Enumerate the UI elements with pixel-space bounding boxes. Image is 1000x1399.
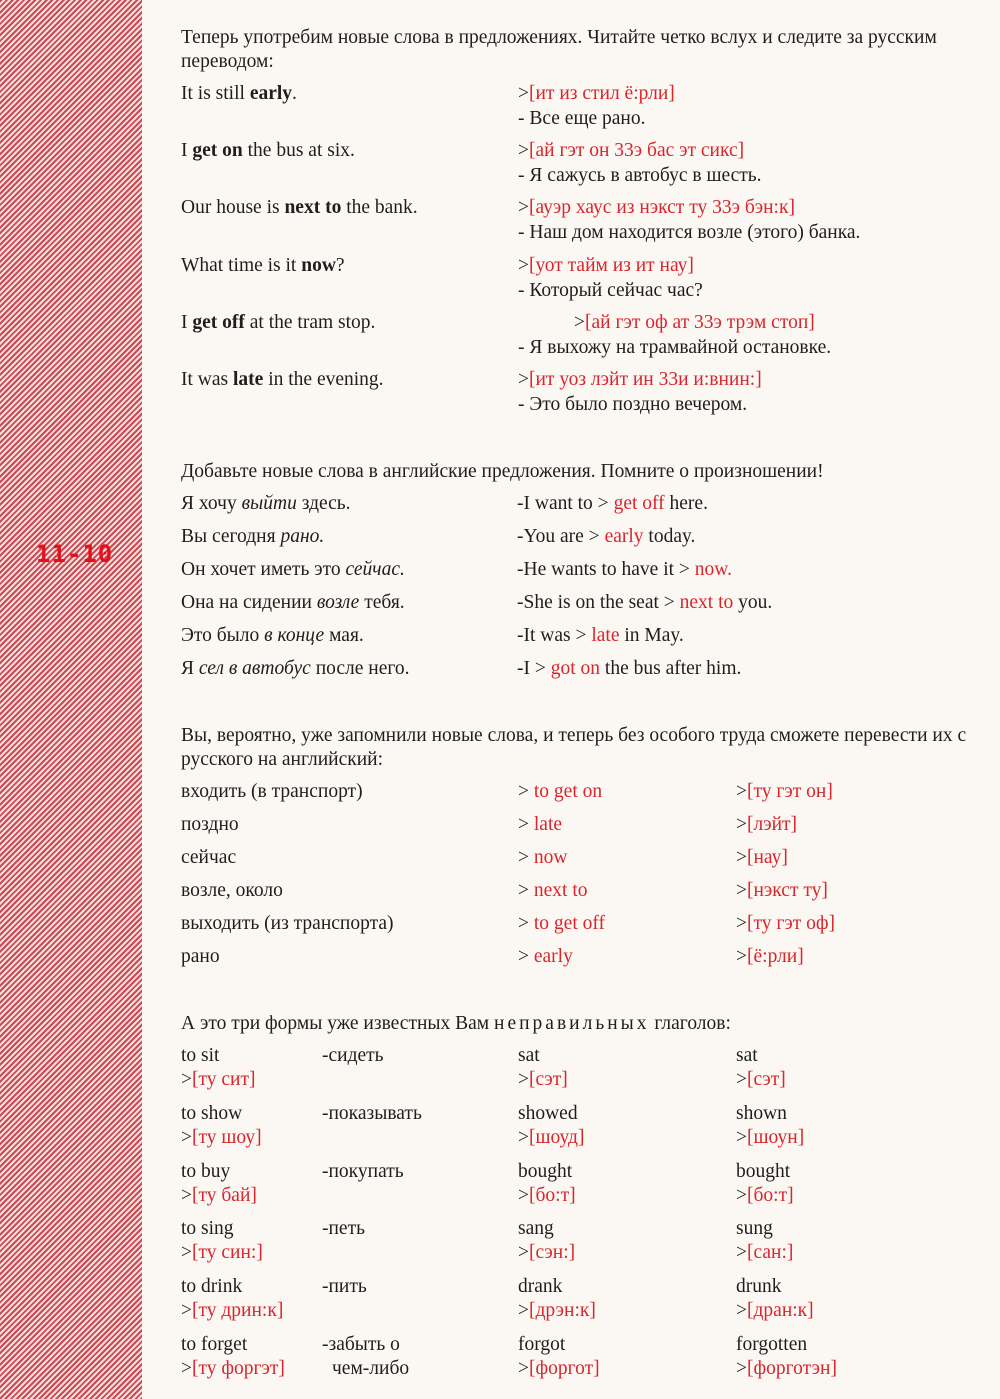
transcription: [736, 847, 788, 869]
transcription: [518, 83, 675, 105]
answer-word: get off: [613, 493, 665, 514]
english-sentence: [517, 625, 684, 647]
arrow: >: [181, 1126, 192, 1148]
past-simple-transcription: [518, 1185, 576, 1207]
arrow: >: [518, 1126, 529, 1148]
sentence-row: [181, 369, 981, 421]
keyword: now: [301, 254, 336, 276]
arrow: >: [736, 1184, 747, 1206]
exercise-row: [181, 559, 981, 585]
past-participle-transcription: [736, 1358, 837, 1380]
infinitive-transcription: [181, 1358, 285, 1380]
transcription-text: [форготэн]: [747, 1358, 837, 1379]
russian-translation: - Я сажусь в автобус в шесть.: [518, 165, 762, 187]
transcription-text: [ту син:]: [192, 1242, 263, 1264]
arrow: >: [518, 140, 529, 162]
sentence-text: -You are >: [517, 526, 600, 547]
russian-meaning: -петь: [322, 1218, 365, 1240]
target-word: возле: [316, 592, 360, 613]
sentence-text: Вы сегодня: [181, 526, 281, 547]
past-participle-transcription: [736, 1242, 793, 1264]
sentence-text: the bank.: [341, 197, 418, 219]
infinitive: to sing: [181, 1218, 234, 1240]
exercise-row: [181, 493, 981, 519]
sentence-text: Our house is: [181, 197, 285, 219]
transcription-text: [ту бай]: [192, 1184, 257, 1206]
transcription-text: [ту дрин:к]: [192, 1300, 284, 1322]
transcription: [736, 946, 804, 968]
arrow: >: [518, 814, 534, 835]
transcription-text: [уот тайм из ит нау]: [529, 254, 694, 276]
transcription: [574, 312, 815, 334]
russian-sentence: [181, 493, 351, 515]
arrow: >: [736, 814, 747, 835]
hatched-side-band: [0, 0, 142, 1399]
english-sentence: [517, 526, 695, 548]
english-word-text: now: [533, 847, 568, 868]
english-sentence: [181, 197, 418, 219]
transcription-text: [ё:рли]: [747, 946, 804, 967]
verb-row: [181, 1218, 981, 1272]
verb-row: [181, 1161, 981, 1215]
russian-meaning: -показывать: [322, 1102, 422, 1124]
sentence-row: [181, 255, 981, 307]
arrow: >: [736, 1242, 747, 1264]
arrow: >: [736, 1069, 747, 1090]
russian-word: рано: [181, 946, 220, 967]
english-sentence: [517, 658, 741, 680]
transcription-text: [ит уоз лэйт ин 33и и:внин:]: [529, 369, 762, 390]
russian-word: входить (в транспорт): [181, 781, 363, 802]
arrow: >: [518, 781, 534, 802]
past-participle: shown: [736, 1102, 787, 1124]
english-sentence: [181, 369, 384, 391]
past-simple-transcription: [518, 1242, 575, 1264]
target-word: рано.: [280, 526, 325, 547]
english-sentence: [181, 312, 375, 334]
section4-intro: [181, 1012, 731, 1036]
arrow: >: [518, 369, 529, 390]
transcription-text: [дрэн:к]: [529, 1300, 596, 1322]
keyword: get on: [192, 140, 243, 162]
infinitive-transcription: [181, 1242, 263, 1264]
russian-word: сейчас: [181, 847, 237, 868]
transcription: [518, 197, 795, 219]
arrow: >: [518, 1069, 529, 1090]
arrow: >: [181, 1242, 192, 1264]
sentence-text: -He wants to have it >: [517, 559, 690, 580]
past-participle-transcription: [736, 1185, 794, 1207]
transcription: [518, 369, 762, 391]
verb-row: [181, 1045, 981, 1099]
russian-translation: - Я выхожу на трамвайной остановке.: [518, 336, 832, 358]
transcription-text: [ай гэт оф ат 33э трэм стоп]: [585, 311, 815, 333]
arrow: >: [518, 83, 529, 104]
arrow: >: [736, 781, 747, 802]
past-simple: drank: [518, 1276, 563, 1298]
sentence-text: today.: [648, 526, 696, 547]
arrow: >: [518, 254, 529, 276]
past-simple: bought: [518, 1160, 573, 1182]
answer-word: early: [604, 526, 644, 547]
russian-meaning: -сидеть: [322, 1045, 384, 1066]
russian-sentence: [181, 559, 405, 581]
sentence-text: I: [181, 140, 193, 162]
verb-row: [181, 1334, 981, 1388]
past-participle-transcription: [736, 1069, 786, 1091]
keyword: get off: [192, 311, 245, 333]
infinitive: to drink: [181, 1276, 243, 1298]
transcription-text: [нэкст ту]: [747, 880, 828, 901]
sentence-text: Он хочет иметь это: [181, 559, 346, 580]
english-word-text: next to: [533, 880, 588, 901]
english-word: [518, 781, 602, 803]
sentence-row: [181, 140, 981, 192]
russian-translation: - Который сейчас час?: [518, 279, 703, 301]
english-sentence: [517, 592, 772, 614]
russian-word: поздно: [181, 814, 239, 835]
transcription-text: [шоуд]: [529, 1126, 585, 1148]
arrow: >: [181, 1069, 192, 1090]
arrow: >: [736, 847, 747, 868]
transcription-text: [бо:т]: [529, 1184, 576, 1206]
arrow: >: [181, 1184, 192, 1206]
transcription-text: [ту гэт оф]: [747, 913, 836, 934]
arrow: >: [181, 1300, 192, 1322]
sentence-text: you.: [738, 592, 773, 613]
transcription-text: [ту гэт он]: [747, 781, 833, 802]
section4-intro-spaced: неправильных: [494, 1013, 650, 1034]
section4-intro-pre: А это три формы уже известных Вам: [181, 1013, 490, 1034]
russian-meaning: -пить: [322, 1276, 367, 1298]
section4-intro-post: глаголов:: [654, 1013, 731, 1034]
russian-sentence: [181, 526, 324, 548]
transcription: [736, 913, 835, 935]
vocab-row: [181, 814, 981, 840]
section3-intro: Вы, вероятно, уже запомнили новые слова, и теперь без особого труда сможете перевести их с русского на английский:: [181, 725, 967, 770]
target-word: сейчас.: [345, 559, 405, 580]
exercise-row: [181, 625, 981, 651]
english-word-text: to get off: [533, 913, 606, 934]
sentence-row: [181, 312, 981, 364]
section1-intro: Теперь употребим новые слова в предложениях. Читайте четко вслух и следите за русским переводом:: [181, 27, 937, 72]
infinitive-transcription: [181, 1300, 283, 1322]
sentence-text: мая.: [324, 625, 364, 646]
english-word-text: late: [533, 814, 563, 835]
transcription: [736, 814, 797, 836]
exercise-row: [181, 658, 981, 684]
sentence-text: после него.: [310, 658, 410, 679]
transcription-text: [ту форгэт]: [192, 1358, 285, 1379]
verb-row: [181, 1103, 981, 1157]
target-word: сел в автобус: [198, 658, 311, 679]
russian-sentence: [181, 658, 410, 680]
past-simple: sat: [518, 1045, 540, 1066]
english-word-text: to get on: [533, 781, 603, 802]
arrow: >: [736, 1358, 747, 1379]
english-sentence: [181, 83, 297, 105]
arrow: >: [181, 1358, 192, 1379]
sentence-text: in May.: [624, 625, 684, 646]
russian-meaning: -забыть о: [322, 1334, 400, 1355]
arrow: >: [518, 880, 534, 901]
past-simple-transcription: [518, 1358, 600, 1380]
target-word: в конце: [264, 625, 325, 646]
arrow: >: [518, 847, 534, 868]
infinitive: to sit: [181, 1045, 220, 1066]
past-participle-transcription: [736, 1300, 814, 1322]
infinitive: to show: [181, 1102, 243, 1124]
infinitive: to buy: [181, 1160, 231, 1182]
page-number: 11-10: [36, 540, 114, 568]
arrow: >: [736, 880, 747, 901]
sentence-text: It is still: [181, 83, 250, 104]
arrow: >: [518, 1300, 529, 1322]
past-simple-transcription: [518, 1127, 584, 1149]
transcription: [518, 255, 694, 277]
english-sentence: [181, 140, 355, 162]
transcription-text: [шоун]: [747, 1126, 805, 1148]
past-simple: forgot: [518, 1334, 566, 1355]
answer-word: now.: [694, 559, 732, 580]
russian-word: выходить (из транспорта): [181, 913, 394, 934]
sentence-text: здесь.: [296, 493, 351, 514]
sentence-text: the bus after him.: [604, 658, 742, 679]
vocab-row: [181, 847, 981, 873]
english-word: [518, 913, 605, 935]
english-word-text: early: [533, 946, 573, 967]
keyword: next to: [284, 197, 342, 219]
transcription-text: [ит из стил ё:рли]: [529, 83, 675, 104]
russian-meaning: -покупать: [322, 1160, 404, 1182]
vocab-row: [181, 781, 981, 807]
russian-word: возле, около: [181, 880, 283, 901]
russian-translation: - Все еще рано.: [518, 108, 646, 129]
sentence-text: -It was >: [517, 625, 587, 646]
target-word: выйти: [241, 493, 297, 514]
russian-translation: - Наш дом находится возле (этого) банка.: [518, 222, 861, 244]
sentence-text: in the evening.: [263, 369, 384, 390]
arrow: >: [518, 946, 534, 967]
infinitive: to forget: [181, 1334, 248, 1355]
infinitive-transcription: [181, 1069, 256, 1091]
arrow: >: [518, 913, 534, 934]
transcription-text: [нау]: [747, 847, 788, 868]
transcription: [518, 140, 744, 162]
transcription-text: [сэн:]: [529, 1242, 576, 1264]
transcription-text: [ту сит]: [192, 1069, 256, 1090]
arrow: >: [518, 1358, 529, 1379]
arrow: >: [518, 197, 529, 219]
sentence-text: What time is it: [181, 254, 302, 276]
sentence-row: [181, 83, 981, 135]
transcription-text: [сан:]: [747, 1242, 794, 1264]
past-simple-transcription: [518, 1300, 596, 1322]
sentence-text: Я хочу: [181, 493, 242, 514]
english-word: [518, 880, 588, 902]
sentence-text: the bus at six.: [242, 140, 355, 162]
transcription: [736, 880, 828, 902]
infinitive-transcription: [181, 1185, 257, 1207]
transcription-text: [сэт]: [529, 1069, 568, 1090]
english-sentence: [517, 493, 708, 515]
transcription: [736, 781, 833, 803]
transcription-text: [форгот]: [529, 1358, 600, 1379]
answer-word: late: [591, 625, 620, 646]
sentence-text: тебя.: [359, 592, 405, 613]
english-sentence: [181, 255, 345, 277]
section2-intro: Добавьте новые слова в английские предложения. Помните о произношении!: [181, 461, 824, 482]
keyword: early: [249, 83, 293, 104]
sentence-text: -She is on the seat >: [517, 592, 675, 613]
keyword: late: [233, 369, 264, 390]
past-simple-transcription: [518, 1069, 568, 1091]
transcription-text: [лэйт]: [747, 814, 798, 835]
past-participle: sung: [736, 1218, 773, 1240]
sentence-text: here.: [669, 493, 708, 514]
exercise-row: [181, 526, 981, 552]
exercise-row: [181, 592, 981, 618]
transcription-text: [ауэр хаус из нэкст ту 33э бэн:к]: [529, 197, 795, 219]
sentence-text: Она на сидении: [181, 592, 317, 613]
past-participle: bought: [736, 1160, 791, 1182]
russian-sentence: [181, 625, 364, 647]
past-simple: showed: [518, 1102, 578, 1124]
arrow: >: [518, 1184, 529, 1206]
answer-word: got on: [550, 658, 601, 679]
transcription-text: [сэт]: [747, 1069, 786, 1090]
sentence-text: .: [292, 83, 297, 104]
english-sentence: [517, 559, 732, 581]
sentence-text: -I want to >: [517, 493, 609, 514]
arrow: >: [736, 913, 747, 934]
russian-translation: - Это было поздно вечером.: [518, 394, 748, 415]
past-simple: sang: [518, 1218, 554, 1240]
russian-sentence: [181, 592, 405, 614]
transcription-text: [ай гэт он 33э бас эт сикс]: [529, 140, 745, 162]
transcription-text: [бо:т]: [747, 1184, 794, 1206]
vocab-row: [181, 913, 981, 939]
infinitive-transcription: [181, 1127, 262, 1149]
sentence-text: -I >: [517, 658, 546, 679]
sentence-text: Это было: [181, 625, 265, 646]
past-participle: drunk: [736, 1276, 782, 1298]
arrow: >: [736, 946, 747, 967]
transcription-text: [дран:к]: [747, 1300, 814, 1322]
past-participle-transcription: [736, 1127, 804, 1149]
sentence-text: at the tram stop.: [244, 311, 376, 333]
arrow: >: [736, 1126, 747, 1148]
english-word: [518, 814, 562, 836]
sentence-text: ?: [335, 254, 345, 276]
sentence-text: Я: [181, 658, 199, 679]
arrow: >: [518, 1242, 529, 1264]
english-word: [518, 847, 567, 869]
sentence-text: I: [181, 311, 193, 333]
english-word: [518, 946, 573, 968]
past-participle: forgotten: [736, 1334, 808, 1355]
verb-row: [181, 1276, 981, 1330]
transcription-text: [ту шоу]: [192, 1126, 262, 1148]
arrow: >: [736, 1300, 747, 1322]
russian-meaning-cont: чем-либо: [332, 1358, 410, 1379]
vocab-row: [181, 946, 981, 972]
answer-word: next to: [679, 592, 734, 613]
sentence-text: It was: [181, 369, 233, 390]
past-participle: sat: [736, 1045, 758, 1066]
vocab-row: [181, 880, 981, 906]
sentence-row: [181, 197, 981, 249]
arrow: >: [574, 311, 585, 333]
